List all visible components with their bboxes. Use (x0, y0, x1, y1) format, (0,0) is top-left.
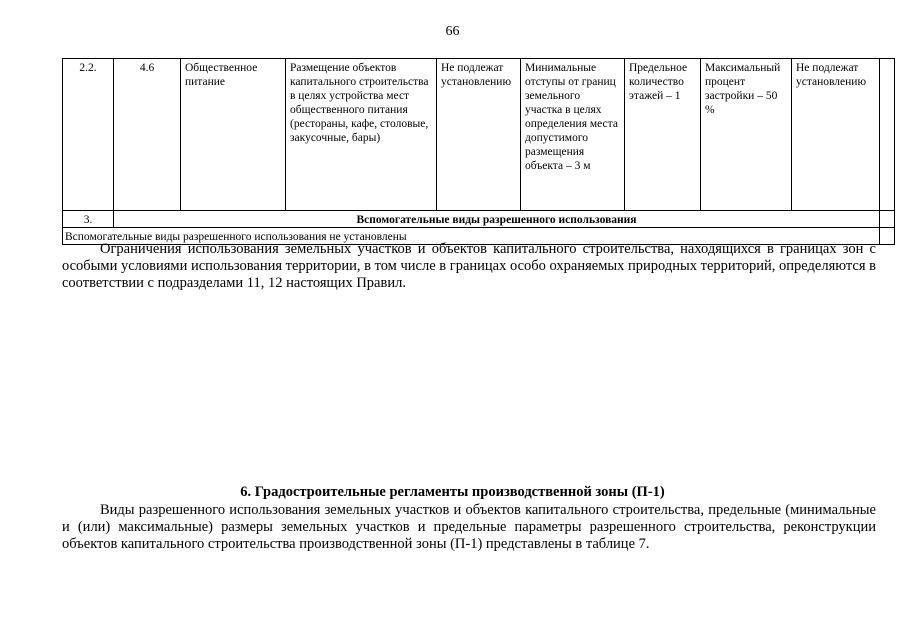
use-description-cell: Размещение объектов капитального строительства в целях устройства мест общественного питания (рестораны, кафе, столовые, закусочные, бары) (286, 59, 437, 211)
note-cell: Вспомогательные виды разрешенного использования не установлены (63, 228, 880, 245)
section-paragraph (62, 502, 876, 553)
empty-cell (880, 59, 895, 211)
section-title: 6. Градостроительные регламенты производственной зоны (П-1) (240, 484, 665, 500)
coverage-cell: Максимальный процент застройки – 50 % (701, 59, 792, 211)
empty-cell (880, 228, 895, 245)
setbacks-cell: Минимальные отступы от границ земельного участка в целях определения места допустимого размещения объекта – 3 м (521, 59, 625, 211)
section-paragraph-text: Виды разрешенного использования земельных участков и объектов капитального строительства, предельные (минимальные и (или) максимальные) размеры земельных участков и предельные параметры разрешенного строительства, реконструкции объектов капитального строительства производственной зоны (П-1) представлены в таблице 7. (62, 502, 876, 552)
section-header-cell: Вспомогательные виды разрешенного использования (114, 211, 880, 228)
table-row (63, 211, 895, 228)
table-row (63, 59, 895, 211)
restrictions-text: Ограничения использования земельных участков и объектов капитального строительства, находящихся в границах зон с особыми условиями использования территории, в том числе в границах особо охраняемых природных территорий, определяются в соответствии с подразделами 11, 12 настоящих Правил. (62, 241, 877, 291)
page-number: 66 (445, 24, 460, 39)
row-number-cell: 3. (63, 211, 114, 228)
other-params-cell: Не подлежат установлению (792, 59, 880, 211)
restrictions-paragraph (62, 241, 876, 292)
empty-cell (880, 211, 895, 228)
floors-cell: Предельное количество этажей – 1 (625, 59, 701, 211)
land-area-cell: Не подлежат установлению (437, 59, 521, 211)
use-name-cell: Общественное питание (181, 59, 286, 211)
row-number-cell: 2.2. (63, 59, 114, 211)
use-code-cell: 4.6 (114, 59, 181, 211)
regulations-table (62, 58, 895, 245)
